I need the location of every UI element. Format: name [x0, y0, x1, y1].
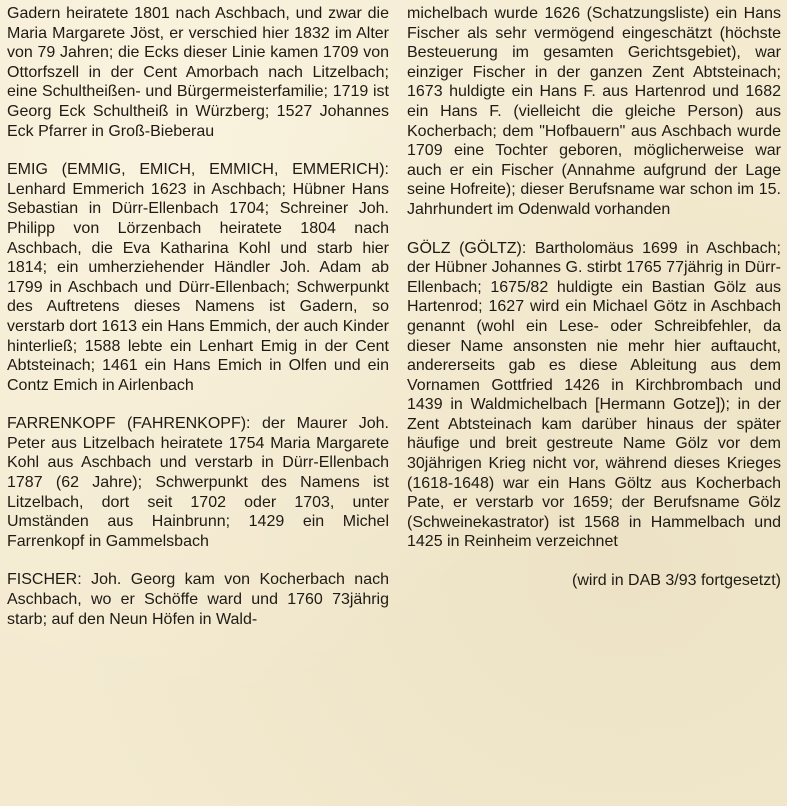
paragraph-emig: EMIG (EMMIG, EMICH, EMMICH, EMMERICH): Lenhard Emmerich 1623 in Aschbach; Hübner Hans Sebastian in Dürr-Ellenbach 1704; Schreiner Joh. Philipp von Lörzenbach heiratete 1804 nach Aschbach, die Eva Katharina Kohl und starb hier 1814; ein umherziehender Händler Joh. Adam ab 1799 in Aschbach und Dürr-Ellenbach; Schwerpunkt des Auftretens dieses Namens ist Gadern, so verstarb dort 1613 ein Hans Emmich, der auch Kinder hinterließ; 1588 lebte ein Lenhart Emig in der Cent Abtsteinach; 1461 ein Hans Emich in Olfen und ein Contz Emich in Airlenbach: [7, 161, 389, 394]
right-column: [407, 4, 781, 591]
paragraph-fischer-start: FISCHER: Joh. Georg kam von Kocherbach nach Aschbach, wo er Schöffe ward und 1760 73jährig starb; auf den Neun Höfen in Wald-: [7, 571, 389, 628]
continuation-note: (wird in DAB 3/93 fortgesetzt): [572, 572, 781, 590]
paragraph-eck-continuation: Gadern heiratete 1801 nach Aschbach, und zwar die Maria Margarete Jöst, er verschied hier 1832 im Alter von 79 Jahren; die Ecks dieser Linie kamen 1709 von Ottorfszell in der Cent Amorbach nach Litzelbach; eine Schultheißen- und Bürgermeisterfamilie; 1719 ist Georg Eck Schultheiß in Würzberg; 1527 Johannes Eck Pfarrer in Groß-Bieberau: [7, 5, 389, 140]
paragraph-goelz: GÖLZ (GÖLTZ): Bartholomäus 1699 in Aschbach; der Hübner Johannes G. stirbt 1765 77jährig in Dürr-Ellenbach; 1675/82 huldigte ein Bastian Gölz aus Hartenrod; 1627 wird ein Michael Götz in Aschbach genannt (wohl ein Lese- oder Schreibfehler, da dieser Name ansonsten nie mehr hier auftaucht, andererseits gab es diese Ableitung aus dem Vornamen Gottfried 1426 in Kirchbrombach und 1439 in Waldmichelbach [Hermann Gotze]); in der Zent Abtsteinach kam darüber hinaus der später häufige und breit gestreute Name Gölz vor dem 30jährigen Krieg nicht vor, während dieses Krieges (1618-1648) war ein Hans Göltz aus Kocherbach Pate, er verstarb vor 1659; der Berufsname Gölz (Schweinekastrator) ist 1568 in Hammelbach und 1425 in Reinheim verzeichnet: [407, 239, 781, 551]
paragraph-fischer-continuation: michelbach wurde 1626 (Schatzungsliste) ein Hans Fischer als sehr vermögend eingeschätzt (höchste Besteuerung im gesamten Gerichtsgebiet), war einziger Fischer in der ganzen Zent Abtsteinach; 1673 huldigte ein Hans F. aus Hartenrod und 1682 ein Hans F. (vielleicht die gleiche Person) aus Kocherbach; dem "Hofbauern" aus Aschbach wurde 1709 eine Tochter geboren, möglicherweise war auch er ein Fischer (Annahme aufgrund der Lage seine Hofreite); dieser Berufsname war schon im 15. Jahrhundert im Odenwald vorhanden: [407, 5, 781, 218]
paragraph-farrenkopf: FARRENKOPF (FAHRENKOPF): der Maurer Joh. Peter aus Litzelbach heiratete 1754 Maria Margarete Kohl aus Aschbach und verstarb in Dürr-Ellenbach 1787 (62 Jahre); Schwerpunkt des Namens ist Litzelbach, dort seit 1702 oder 1703, unter Umständen aus Hainbrunn; 1429 ein Michel Farrenkopf in Gammelsbach: [7, 415, 389, 550]
left-column: [7, 4, 389, 648]
